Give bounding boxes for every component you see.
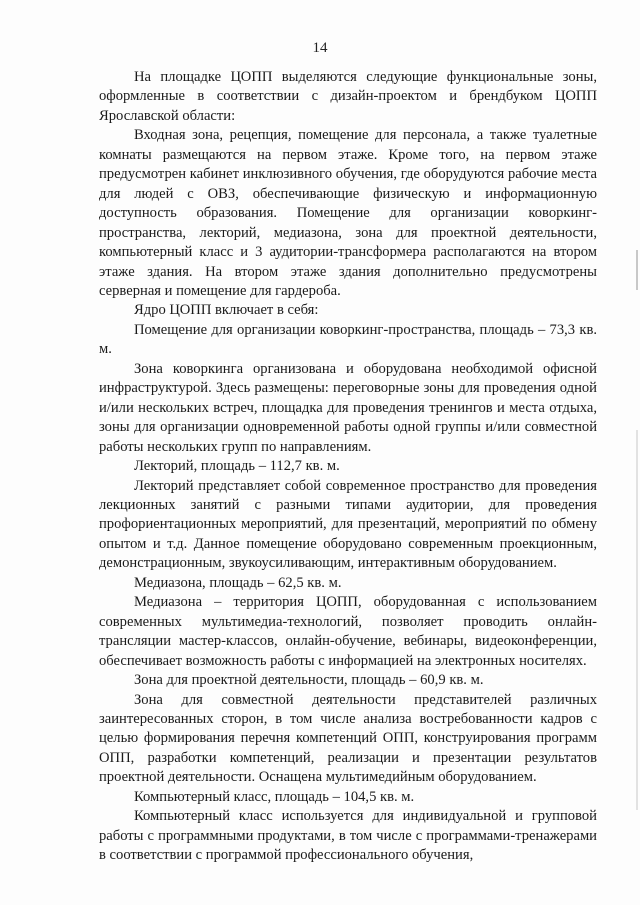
paragraph-media-zone-area: Медиазона, площадь – 62,5 кв. м. <box>134 574 342 591</box>
paragraph-intro: На площадке ЦОПП выделяются следующие функциональные зоны, оформленные в соответствии с дизайн-проектом и брендбуком ЦОПП Ярославской области: <box>99 69 597 124</box>
scan-edge-mark <box>636 250 638 290</box>
paragraph-project-zone-description: Зона для совместной деятельности представителей различных заинтересованных сторон, в том числе анализа востребованности кадров с целью формирования перечня компетенций ОПП, конструирования программ ОПП, разработки компетенций, реализации и презентации результатов проектной деятельности. Оснащена мультимедийным оборудованием. <box>99 691 597 786</box>
paragraph-core-heading: Ядро ЦОПП включает в себя: <box>134 302 319 319</box>
paragraph-media-zone-description: Медиазона – территория ЦОПП, оборудованная с использованием современных мультимедиа-технологий, позволяет проводить онлайн-трансляции мастер-классов, онлайн-обучение, вебинары, видеоконференции, обеспечивает возможность работы с информацией на электронных носителях. <box>99 594 597 669</box>
body-text <box>99 68 597 866</box>
scan-edge-mark <box>636 430 638 810</box>
paragraph-computer-class-description: Компьютерный класс используется для индивидуальной и групповой работы с программными продуктами, в том числе с программами-тренажерами в соответствии с программой профессионального обучения, <box>99 808 597 864</box>
paragraph-coworking-description: Зона коворкинга организована и оборудована необходимой офисной инфраструктурой. Здесь размещены: переговорные зоны для проведения одной и/или нескольких встреч, площадка для проведения тренингов и места отдыха, зоны для организации одновременной работы одной группы и/или совместной работы нескольких групп по направлениям. <box>99 360 597 455</box>
paragraph-floors: Входная зона, рецепция, помещение для персонала, а также туалетные комнаты размещаются на первом этаже. Кроме того, на первом этаже предусмотрен кабинет инклюзивного обучения, где оборудуются рабочие места для людей с ОВЗ, обеспечивающие физическую и информационную доступность образования. Помещение для организации коворкинг-пространства, лекторий, медиазона, зона для проектной деятельности, компьютерный класс и 3 аудитории-трансформера располагаются на втором этаже здания. На втором этаже здания дополнительно предусмотрены серверная и помещение для гардероба. <box>99 127 597 299</box>
page-number: 14 <box>312 40 328 56</box>
paragraph-computer-class-area: Компьютерный класс, площадь – 104,5 кв. м. <box>134 788 415 805</box>
paragraph-lecture-hall-area: Лекторий, площадь – 112,7 кв. м. <box>134 458 340 475</box>
paragraph-lecture-hall-description: Лекторий представляет собой современное пространство для проведения лекционных занятий с разными типами аудитории, для проведения профориентационных мероприятий, для презентаций, мероприятий по обмену опытом и т.д. Данное помещение оборудовано современным проекционным, демонстрационным, звукоусиливающим, интерактивным оборудованием. <box>99 477 597 572</box>
paragraph-coworking-area: Помещение для организации коворкинг-пространства, площадь – 73,3 кв. м. <box>99 321 597 358</box>
paragraph-project-zone-area: Зона для проектной деятельности, площадь – 60,9 кв. м. <box>134 672 484 689</box>
